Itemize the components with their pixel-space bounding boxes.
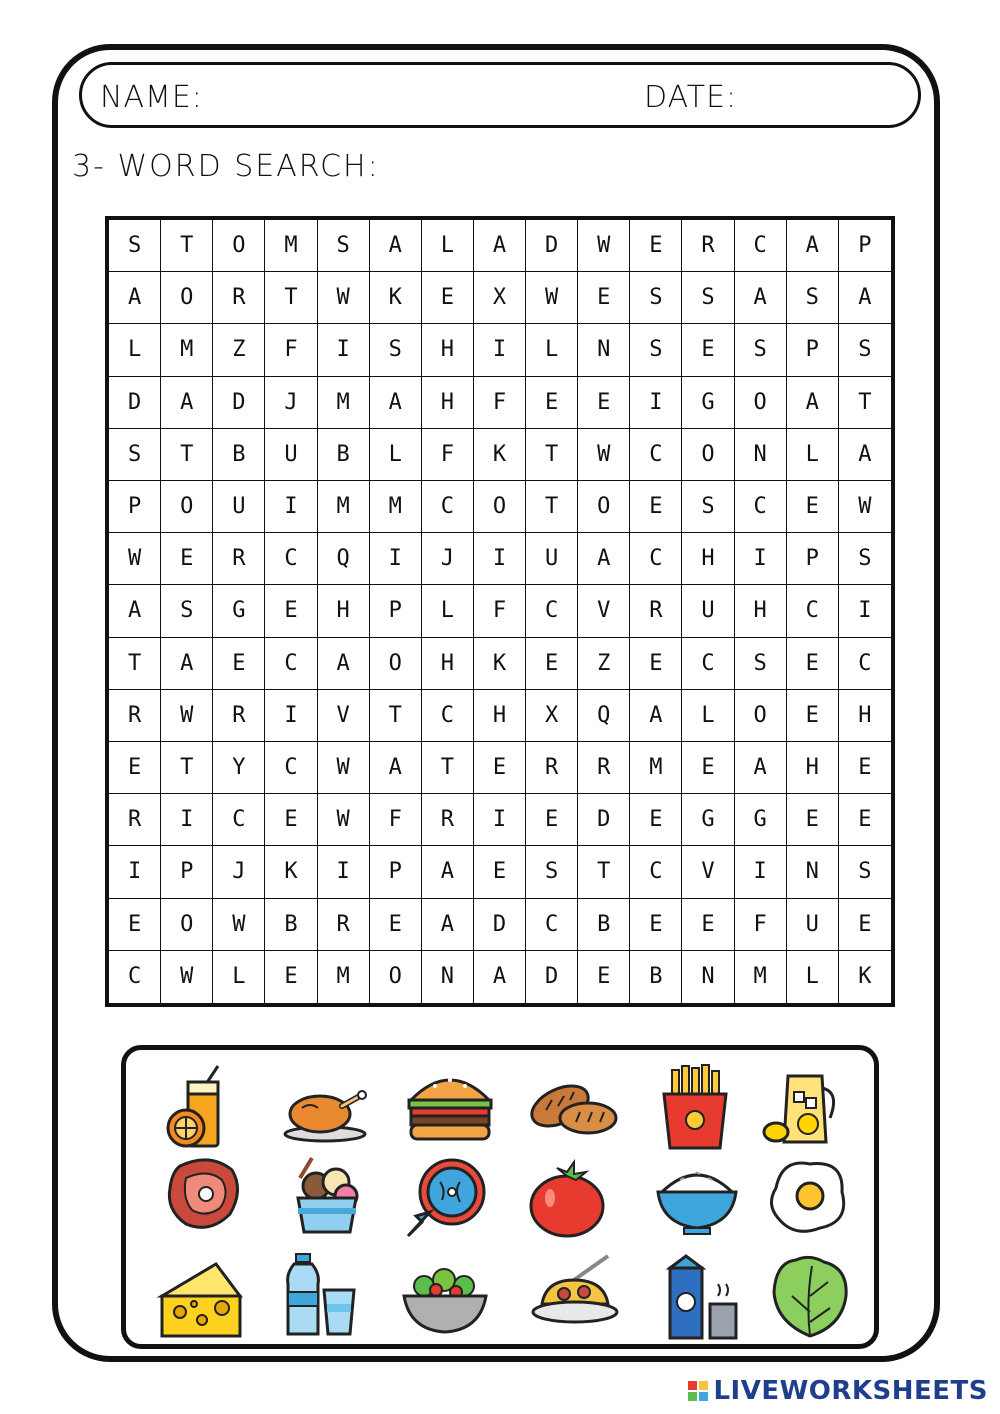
grid-cell: T (161, 742, 213, 794)
bread-icon (528, 1066, 618, 1156)
grid-cell: C (787, 585, 839, 637)
grid-cell: R (213, 533, 265, 585)
grid-cell: E (578, 951, 630, 1003)
grid-cell: E (109, 899, 161, 951)
grid-cell: G (682, 794, 734, 846)
grid-cell: E (474, 742, 526, 794)
grid-cell: R (526, 742, 578, 794)
grid-cell: T (370, 690, 422, 742)
orange-juice-icon (148, 1062, 238, 1152)
grid-cell: D (213, 377, 265, 429)
grid-cell: O (474, 481, 526, 533)
grid-cell: M (735, 951, 787, 1003)
grid-cell: C (735, 220, 787, 272)
grid-cell: K (858, 964, 872, 990)
grid-cell: S (526, 846, 578, 898)
grid-cell: A (474, 951, 526, 1003)
tomato-icon (522, 1152, 612, 1242)
grid-cell: Y (213, 742, 265, 794)
grid-cell: O (161, 481, 213, 533)
grid-cell: I (265, 690, 317, 742)
grid-cell: S (735, 638, 787, 690)
grid-cell: E (213, 638, 265, 690)
grid-cell: E (839, 794, 891, 846)
grid-cell: T (526, 481, 578, 533)
fried-egg-icon (764, 1152, 854, 1242)
grid-cell: E (787, 690, 839, 742)
grid-cell: N (578, 324, 630, 376)
grid-cell: E (578, 377, 630, 429)
grid-cell: L (370, 429, 422, 481)
grid-cell: L (787, 429, 839, 481)
date-label: DATE: (644, 80, 738, 115)
grid-cell: Z (213, 324, 265, 376)
grid-cell: C (265, 638, 317, 690)
grid-cell: D (526, 220, 578, 272)
grid-cell: C (526, 899, 578, 951)
grid-cell: M (161, 324, 213, 376)
grid-cell: P (787, 324, 839, 376)
name-date-header (79, 62, 921, 128)
grid-cell: A (735, 742, 787, 794)
grid-cell: E (474, 846, 526, 898)
grid-cell: E (630, 481, 682, 533)
grid-cell: F (474, 377, 526, 429)
grid-cell: T (109, 638, 161, 690)
grid-cell: S (318, 220, 370, 272)
grid-cell: E (682, 899, 734, 951)
grid-cell: A (109, 585, 161, 637)
grid-cell: V (682, 846, 734, 898)
grid-cell: S (682, 272, 734, 324)
grid-cell: A (839, 429, 891, 481)
grid-cell: F (265, 324, 317, 376)
grid-cell: A (735, 272, 787, 324)
burger-icon (405, 1062, 495, 1152)
grid-cell: O (735, 377, 787, 429)
grid-cell: E (109, 742, 161, 794)
grid-cell: Q (578, 690, 630, 742)
grid-cell: C (630, 846, 682, 898)
grid-cell: W (161, 690, 213, 742)
grid-cell: P (787, 533, 839, 585)
grid-cell: H (839, 690, 891, 742)
grid-cell: S (839, 533, 891, 585)
lemonade-icon (760, 1062, 850, 1152)
grid-cell: S (682, 481, 734, 533)
grid-cell: O (161, 899, 213, 951)
grid-cell: I (161, 794, 213, 846)
brand-name: LIVEWORKSHEETS (713, 1376, 988, 1406)
grid-cell: B (630, 951, 682, 1003)
grid-cell: W (109, 533, 161, 585)
grid-cell: T (422, 742, 474, 794)
grid-cell: K (474, 638, 526, 690)
grid-cell: Z (578, 638, 630, 690)
grid-cell: P (370, 846, 422, 898)
grid-cell: W (213, 899, 265, 951)
grid-cell: I (474, 533, 526, 585)
exercise-title: 3- WORD SEARCH: (72, 149, 380, 184)
grid-cell: L (109, 324, 161, 376)
grid-cell: W (578, 429, 630, 481)
grid-cell: R (578, 742, 630, 794)
grid-cell: C (422, 481, 474, 533)
grid-cell: B (213, 429, 265, 481)
grid-cell: E (630, 638, 682, 690)
liveworksheets-logo-icon (687, 1379, 709, 1403)
grid-cell: E (526, 377, 578, 429)
grid-cell: T (161, 220, 213, 272)
grid-cell: F (422, 429, 474, 481)
milk-icon (660, 1254, 750, 1344)
grid-cell: L (213, 951, 265, 1003)
grid-cell: E (265, 794, 317, 846)
grid-cell: E (787, 794, 839, 846)
grid-cell: H (474, 690, 526, 742)
grid-cell: C (735, 481, 787, 533)
grid-cell: A (474, 220, 526, 272)
grid-cell: I (630, 377, 682, 429)
grid-cell: O (682, 429, 734, 481)
grid-cell: A (161, 377, 213, 429)
grid-cell: R (422, 794, 474, 846)
grid-cell: T (578, 846, 630, 898)
grid-cell: T (839, 377, 891, 429)
grid-cell: I (370, 533, 422, 585)
grid-cell: N (682, 951, 734, 1003)
grid-cell: L (526, 324, 578, 376)
lettuce-icon (766, 1252, 856, 1342)
grid-cell: K (370, 272, 422, 324)
grid-cell: F (474, 585, 526, 637)
grid-cell: S (630, 324, 682, 376)
liveworksheets-brand (687, 1376, 988, 1406)
grid-cell: K (474, 429, 526, 481)
fish-icon (402, 1152, 492, 1242)
grid-cell: H (787, 742, 839, 794)
grid-cell: T (265, 272, 317, 324)
grid-cell: W (318, 794, 370, 846)
grid-cell: B (265, 899, 317, 951)
grid-cell: R (109, 794, 161, 846)
grid-cell: U (213, 481, 265, 533)
grid-cell: L (787, 951, 839, 1003)
grid-cell: W (578, 220, 630, 272)
rice-icon (652, 1152, 742, 1242)
grid-cell: W (318, 272, 370, 324)
grid-cell: K (265, 846, 317, 898)
grid-cell: E (630, 899, 682, 951)
salad-icon (400, 1256, 490, 1346)
grid-cell: R (630, 585, 682, 637)
grid-cell: U (787, 899, 839, 951)
grid-cell: E (526, 638, 578, 690)
grid-cell: J (265, 377, 317, 429)
grid-cell: F (370, 794, 422, 846)
grid-cell: A (422, 899, 474, 951)
grid-cell: O (578, 481, 630, 533)
grid-cell: E (839, 899, 891, 951)
grid-cell: H (682, 533, 734, 585)
grid-cell: C (839, 638, 891, 690)
grid-cell: N (787, 846, 839, 898)
grid-cell: H (735, 585, 787, 637)
grid-cell: J (213, 846, 265, 898)
grid-cell: P (109, 481, 161, 533)
grid-cell: A (318, 638, 370, 690)
grid-cell: A (787, 220, 839, 272)
grid-cell: A (109, 272, 161, 324)
steak-icon (160, 1150, 250, 1240)
grid-cell: W (318, 742, 370, 794)
grid-cell: O (735, 690, 787, 742)
grid-cell: C (630, 533, 682, 585)
grid-cell: U (265, 429, 317, 481)
grid-cell: E (682, 324, 734, 376)
grid-cell: M (265, 220, 317, 272)
grid-cell: T (526, 429, 578, 481)
grid-cell: F (735, 899, 787, 951)
grid-cell: D (474, 899, 526, 951)
grid-cell: H (422, 638, 474, 690)
grid-cell: S (735, 324, 787, 376)
cheese-icon (156, 1256, 246, 1346)
grid-cell: E (839, 742, 891, 794)
grid-cell: I (735, 846, 787, 898)
grid-cell: W (839, 481, 891, 533)
grid-cell: S (787, 272, 839, 324)
grid-cell: P (370, 585, 422, 637)
grid-cell: A (630, 690, 682, 742)
grid-cell: S (839, 324, 891, 376)
grid-cell: I (839, 585, 891, 637)
grid-cell: A (578, 533, 630, 585)
chips-icon (650, 1062, 740, 1152)
grid-cell: J (422, 533, 474, 585)
grid-cell: S (109, 429, 161, 481)
name-label: NAME: (100, 80, 203, 115)
grid-cell: P (161, 846, 213, 898)
grid-cell: E (370, 899, 422, 951)
grid-cell: E (265, 951, 317, 1003)
grid-cell: T (161, 429, 213, 481)
grid-cell: I (109, 846, 161, 898)
grid-cell: X (526, 690, 578, 742)
grid-cell: E (422, 272, 474, 324)
grid-cell: C (630, 429, 682, 481)
grid-cell: U (682, 585, 734, 637)
grid-cell: A (370, 742, 422, 794)
grid-cell: D (109, 377, 161, 429)
grid-cell: A (422, 846, 474, 898)
grid-cell: L (422, 220, 474, 272)
grid-cell: C (109, 951, 161, 1003)
grid-cell: C (265, 533, 317, 585)
grid-cell: U (526, 533, 578, 585)
grid-cell: C (265, 742, 317, 794)
grid-cell: N (735, 429, 787, 481)
grid-cell: S (370, 324, 422, 376)
grid-cell: A (787, 377, 839, 429)
grid-cell: C (213, 794, 265, 846)
grid-cell: M (318, 377, 370, 429)
grid-cell: H (422, 377, 474, 429)
grid-cell: W (526, 272, 578, 324)
grid-cell: H (422, 324, 474, 376)
grid-cell: R (682, 220, 734, 272)
grid-cell: N (422, 951, 474, 1003)
grid-cell: C (682, 638, 734, 690)
grid-cell: A (370, 377, 422, 429)
grid-cell: S (109, 220, 161, 272)
grid-cell: B (318, 429, 370, 481)
grid-cell: V (578, 585, 630, 637)
grid-cell: O (370, 638, 422, 690)
grid-cell: D (578, 794, 630, 846)
grid-cell: L (682, 690, 734, 742)
grid-cell: V (318, 690, 370, 742)
grid-cell: E (787, 638, 839, 690)
grid-cell: W (161, 951, 213, 1003)
grid-cell: M (370, 481, 422, 533)
grid-cell: D (526, 951, 578, 1003)
grid-cell: L (422, 585, 474, 637)
grid-cell: Q (318, 533, 370, 585)
grid-cell: G (213, 585, 265, 637)
grid-cell: I (318, 324, 370, 376)
roast-chicken-icon (280, 1066, 370, 1156)
grid-cell: S (161, 585, 213, 637)
grid-cell: E (526, 794, 578, 846)
grid-cell: M (318, 951, 370, 1003)
grid-cell: M (318, 481, 370, 533)
grid-cell: H (318, 585, 370, 637)
grid-cell: G (682, 377, 734, 429)
grid-cell: E (630, 794, 682, 846)
grid-cell: E (265, 585, 317, 637)
grid-cell: R (213, 690, 265, 742)
grid-cell: C (422, 690, 474, 742)
grid-cell: E (161, 533, 213, 585)
grid-cell: A (839, 272, 891, 324)
ice-cream-icon (282, 1152, 372, 1242)
grid-cell: P (839, 220, 891, 272)
grid-cell: O (370, 951, 422, 1003)
water-icon (280, 1250, 370, 1340)
grid-cell: A (370, 220, 422, 272)
grid-cell: E (630, 220, 682, 272)
grid-cell: B (578, 899, 630, 951)
grid-cell: C (526, 585, 578, 637)
grid-cell: I (265, 481, 317, 533)
spaghetti-icon (530, 1250, 620, 1340)
grid-cell: R (318, 899, 370, 951)
grid-cell: R (109, 690, 161, 742)
grid-cell: S (630, 272, 682, 324)
grid-cell: S (839, 846, 891, 898)
grid-cell: I (474, 794, 526, 846)
grid-cell: I (735, 533, 787, 585)
grid-cell: M (630, 742, 682, 794)
grid-cell: E (682, 742, 734, 794)
grid-cell: A (161, 638, 213, 690)
word-search-grid (105, 216, 895, 1007)
grid-cell: R (213, 272, 265, 324)
grid-cell: E (578, 272, 630, 324)
grid-cell: I (474, 324, 526, 376)
grid-cell: O (161, 272, 213, 324)
grid-cell: X (474, 272, 526, 324)
grid-cell: I (318, 846, 370, 898)
grid-cell: G (735, 794, 787, 846)
grid-cell: E (787, 481, 839, 533)
grid-cell: O (213, 220, 265, 272)
